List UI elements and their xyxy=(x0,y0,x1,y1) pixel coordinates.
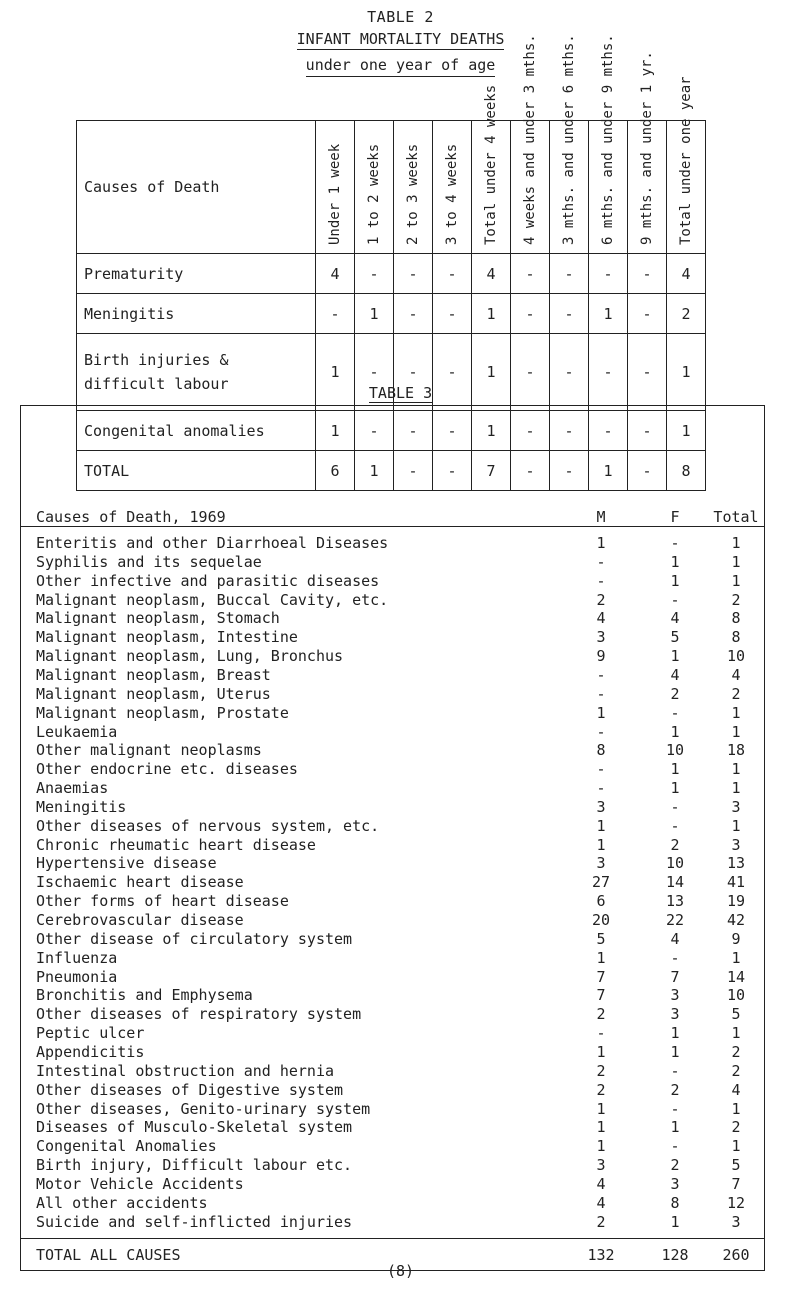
table3-total-cell: 1 xyxy=(731,948,741,967)
table2-value-cell: - xyxy=(550,411,589,451)
table3-cause-cell: Malignant neoplasm, Buccal Cavity, etc. xyxy=(36,590,389,609)
table3-m-cell: 7 xyxy=(596,967,606,986)
table3-f-cell: 1 xyxy=(670,1024,680,1043)
table2-value-cell: 4 xyxy=(472,254,511,294)
table2-value-cell: 1 xyxy=(472,334,511,411)
table3-total-cell: 2 xyxy=(731,1061,741,1080)
table3-row xyxy=(0,741,801,760)
table2-value-cell: - xyxy=(433,294,472,334)
table2-value-cell: - xyxy=(589,411,628,451)
table3-row xyxy=(0,553,801,572)
table3-f-cell: - xyxy=(670,703,680,722)
table3-total-cell: 1 xyxy=(731,534,741,552)
table2-value-cell: - xyxy=(628,254,667,294)
table3-m-cell: 20 xyxy=(591,911,611,929)
table3-header-f: F xyxy=(670,508,680,526)
table3-m-cell: - xyxy=(596,665,606,684)
table3-cause-cell: Other disease of circulatory system xyxy=(36,929,353,948)
table2-header-col: 3 mths. and under 6 mths. xyxy=(550,121,589,254)
table2-value-cell: 1 xyxy=(667,411,706,451)
table3-m-cell: 1 xyxy=(596,1118,606,1137)
table2-value-cell: - xyxy=(355,254,394,294)
table3-row xyxy=(0,1062,801,1081)
table2-value-cell: - xyxy=(511,294,550,334)
table3-f-cell: 4 xyxy=(670,609,680,628)
table2-caption: under one year of age xyxy=(0,56,801,74)
table3-total-cell: 1 xyxy=(731,1099,741,1118)
table3-cause-cell: Motor Vehicle Accidents xyxy=(36,1174,244,1193)
table3-header-m: M xyxy=(596,508,606,526)
table3-m-cell: 7 xyxy=(596,986,606,1005)
table2-value-cell: - xyxy=(628,334,667,411)
table2-value-cell: 1 xyxy=(589,294,628,334)
table2-value-cell: 4 xyxy=(667,254,706,294)
table3-row xyxy=(0,534,801,553)
table2-value-cell: 1 xyxy=(355,294,394,334)
table3-cause-cell: Malignant neoplasm, Breast xyxy=(36,665,271,684)
table2-value-cell: 1 xyxy=(589,451,628,491)
table3-cause-cell: Anaemias xyxy=(36,779,109,798)
table3-header-rule xyxy=(20,526,764,527)
table2-value-cell: - xyxy=(511,451,550,491)
table3-total-cell: 5 xyxy=(731,1005,741,1024)
table2-value-cell: - xyxy=(511,411,550,451)
table3-cause-cell: Malignant neoplasm, Stomach xyxy=(36,609,280,628)
table3-f-cell: 2 xyxy=(670,835,680,854)
table2-value-cell: - xyxy=(394,334,433,411)
table2-header-col: 9 mths. and under 1 yr. xyxy=(628,121,667,254)
table3-total-cell: 2 xyxy=(731,590,741,609)
table3-total-cell: 1 xyxy=(731,779,741,798)
table3-total-cell: 4 xyxy=(731,665,741,684)
table3-m-cell: - xyxy=(596,779,606,798)
table2-value-cell: - xyxy=(433,451,472,491)
table3-row xyxy=(0,591,801,610)
table2-value-cell: 2 xyxy=(667,294,706,334)
table3-m-cell: 1 xyxy=(596,948,606,967)
table2-cause-cell: Congenital anomalies xyxy=(77,411,316,451)
table3-total-cell: 1 xyxy=(731,816,741,835)
table3-f-cell: 1 xyxy=(670,1118,680,1137)
table2-header-col: 3 to 4 weeks xyxy=(433,121,472,254)
table3-total-cell: 1 xyxy=(731,571,741,590)
table3-total-cell: 1 xyxy=(731,760,741,779)
table3-row xyxy=(0,685,801,704)
table3-total-f: 128 xyxy=(661,1246,689,1264)
table3-total-cell: 10 xyxy=(726,647,746,666)
table3-row xyxy=(0,892,801,911)
table3-row xyxy=(0,817,801,836)
table2-header-col: Total under 4 weeks xyxy=(472,121,511,254)
table3-row xyxy=(0,798,801,817)
table2-value-cell: - xyxy=(511,334,550,411)
table3-total-cell: 4 xyxy=(731,1080,741,1099)
table2-value-cell: 6 xyxy=(316,451,355,491)
table3-row xyxy=(0,609,801,628)
table2-header-row xyxy=(77,121,706,254)
table3-f-cell: 3 xyxy=(670,986,680,1005)
table3-f-cell: 10 xyxy=(665,854,685,873)
table3-cause-cell: Peptic ulcer xyxy=(36,1024,145,1043)
table3-total-cell: 18 xyxy=(726,741,746,760)
table2-value-cell: 1 xyxy=(316,411,355,451)
table2-value-cell: - xyxy=(628,451,667,491)
table3-f-cell: 1 xyxy=(670,722,680,741)
table2-value-cell: - xyxy=(628,294,667,334)
table3-cause-cell: Congenital Anomalies xyxy=(36,1137,217,1156)
table3-total-cell: 14 xyxy=(726,967,746,986)
table3-cause-cell: Hypertensive disease xyxy=(36,854,217,873)
table3-m-cell: 5 xyxy=(596,929,606,948)
table2-value-cell: - xyxy=(511,254,550,294)
table3-f-cell: 4 xyxy=(670,929,680,948)
table3-f-cell: 1 xyxy=(670,647,680,666)
table3-row xyxy=(0,1156,801,1175)
table3-total-cell: 1 xyxy=(731,703,741,722)
table3-cause-cell: Intestinal obstruction and hernia xyxy=(36,1061,335,1080)
table2-value-cell: - xyxy=(550,451,589,491)
table3-row xyxy=(0,1005,801,1024)
table3-total-cell: 2 xyxy=(731,684,741,703)
table3-m-cell: 9 xyxy=(596,647,606,666)
table3-f-cell: - xyxy=(670,816,680,835)
table3-row xyxy=(0,1137,801,1156)
table3-total-cell: 2 xyxy=(731,1042,741,1061)
table3-m-cell: 27 xyxy=(591,873,611,892)
table3-total-cell: 5 xyxy=(731,1156,741,1175)
table3-f-cell: 2 xyxy=(670,1080,680,1099)
table3-cause-cell: Enteritis and other Diarrhoeal Diseases xyxy=(36,534,389,552)
table3-cause-cell: Malignant neoplasm, Uterus xyxy=(36,684,271,703)
table3-total-cell: 7 xyxy=(731,1174,741,1193)
table3-row xyxy=(0,572,801,591)
table3-row xyxy=(0,723,801,742)
table2-value-cell: - xyxy=(394,411,433,451)
table2-value-cell: - xyxy=(550,294,589,334)
table3-total-cell: 10 xyxy=(726,986,746,1005)
table3-m-cell: 2 xyxy=(596,1212,606,1231)
table3-f-cell: 1 xyxy=(670,1042,680,1061)
table2-title: TABLE 2 xyxy=(367,8,434,26)
table3-cause-cell: Suicide and self-inflicted injuries xyxy=(36,1212,353,1231)
table2-header-col: 6 mths. and under 9 mths. xyxy=(589,121,628,254)
table3-total-cell: 9 xyxy=(731,929,741,948)
table3-m-cell: 1 xyxy=(596,1042,606,1061)
table3-f-cell: 1 xyxy=(670,552,680,571)
table3-total-m: 132 xyxy=(587,1246,615,1264)
table3-m-cell: 3 xyxy=(596,797,606,816)
table3-header-total: Total xyxy=(713,508,759,526)
table3-m-cell: - xyxy=(596,571,606,590)
table2-row xyxy=(77,451,706,491)
table3-m-cell: 1 xyxy=(596,703,606,722)
table3-f-cell: 3 xyxy=(670,1005,680,1024)
table3-f-cell: 5 xyxy=(670,628,680,647)
table3-total-cell: 1 xyxy=(731,552,741,571)
table3-top-rule xyxy=(20,405,764,406)
table3-row xyxy=(0,986,801,1005)
table3-total-label: TOTAL ALL CAUSES xyxy=(36,1246,181,1264)
table3-f-cell: 1 xyxy=(670,571,680,590)
table2-cause-cell: Birth injuries & difficult labour xyxy=(77,334,316,411)
table2-value-cell: - xyxy=(394,254,433,294)
table3-row xyxy=(0,930,801,949)
table2-value-cell: - xyxy=(589,254,628,294)
table3-cause-cell: Other forms of heart disease xyxy=(36,892,289,911)
table3-row xyxy=(0,760,801,779)
table3-row xyxy=(0,1024,801,1043)
table3-cause-cell: Other diseases, Genito-urinary system xyxy=(36,1099,371,1118)
table3-row xyxy=(0,666,801,685)
table3-m-cell: - xyxy=(596,1024,606,1043)
table2-header-col: 2 to 3 weeks xyxy=(394,121,433,254)
table3-f-cell: 1 xyxy=(670,779,680,798)
table3-f-cell: 3 xyxy=(670,1174,680,1193)
table3-row xyxy=(0,1194,801,1213)
table3-cause-cell: Cerebrovascular disease xyxy=(36,911,244,929)
table3-m-cell: 8 xyxy=(596,741,606,760)
table3-cause-cell: Other endocrine etc. diseases xyxy=(36,760,298,779)
table3-row xyxy=(0,854,801,873)
table2-row xyxy=(77,254,706,294)
table3-f-cell: - xyxy=(670,1137,680,1156)
table3-header-cause: Causes of Death, 1969 xyxy=(36,508,226,526)
table2-header-col: 4 weeks and under 3 mths. xyxy=(511,121,550,254)
table3-f-cell: 14 xyxy=(665,873,685,892)
table2-value-cell: 1 xyxy=(667,334,706,411)
table3-cause-cell: Bronchitis and Emphysema xyxy=(36,986,253,1005)
table2-header-col: Total under one year xyxy=(667,121,706,254)
table2-value-cell: - xyxy=(394,451,433,491)
table3-total-cell: 3 xyxy=(731,1212,741,1231)
table2-value-cell: - xyxy=(589,334,628,411)
table3-m-cell: 4 xyxy=(596,1193,606,1212)
table3-m-cell: 3 xyxy=(596,1156,606,1175)
table3-f-cell: - xyxy=(670,1099,680,1118)
table3-m-cell: 1 xyxy=(596,816,606,835)
table3-cause-cell: Malignant neoplasm, Lung, Bronchus xyxy=(36,647,344,666)
table3-f-cell: 1 xyxy=(670,760,680,779)
table3-row xyxy=(0,1175,801,1194)
table3-total-t: 260 xyxy=(722,1246,750,1264)
table3-total-cell: 12 xyxy=(726,1193,746,1212)
table2-value-cell: - xyxy=(433,334,472,411)
table3-m-cell: - xyxy=(596,552,606,571)
table3-row xyxy=(0,1213,801,1232)
table3-m-cell: 1 xyxy=(596,835,606,854)
table3-f-cell: 1 xyxy=(670,1212,680,1231)
table3-f-cell: 2 xyxy=(670,1156,680,1175)
table2-value-cell: - xyxy=(433,254,472,294)
table2-value-cell: 8 xyxy=(667,451,706,491)
table3-m-cell: 6 xyxy=(596,892,606,911)
table3-cause-cell: Chronic rheumatic heart disease xyxy=(36,835,316,854)
table3-f-cell: 4 xyxy=(670,665,680,684)
table3-row xyxy=(0,873,801,892)
table2-value-cell: - xyxy=(394,294,433,334)
table3-total-cell: 3 xyxy=(731,835,741,854)
table3-row xyxy=(0,836,801,855)
table2-value-cell: - xyxy=(550,254,589,294)
table3-cause-cell: Birth injury, Difficult labour etc. xyxy=(36,1156,353,1175)
table2-value-cell: - xyxy=(550,334,589,411)
table2-value-cell: 1 xyxy=(472,294,511,334)
table3-cause-cell: Appendicitis xyxy=(36,1042,145,1061)
table3-title: TABLE 3 xyxy=(368,384,433,402)
table3-f-cell: 8 xyxy=(670,1193,680,1212)
table3-cause-cell: Ischaemic heart disease xyxy=(36,873,244,892)
table3-row xyxy=(0,628,801,647)
table3-cause-cell: Other diseases of respiratory system xyxy=(36,1005,362,1024)
table3-cause-cell: Malignant neoplasm, Intestine xyxy=(36,628,298,647)
table2-value-cell: 4 xyxy=(316,254,355,294)
table3-cause-cell: Malignant neoplasm, Prostate xyxy=(36,703,289,722)
table2-row xyxy=(77,411,706,451)
table3-m-cell: 4 xyxy=(596,609,606,628)
table3-cause-cell: Other infective and parasitic diseases xyxy=(36,571,380,590)
table3-cause-cell: Diseases of Musculo-Skeletal system xyxy=(36,1118,353,1137)
table2-value-cell: - xyxy=(628,411,667,451)
table3-total-cell: 1 xyxy=(731,1024,741,1043)
table2-cause-cell: Meningitis xyxy=(77,294,316,334)
table3-m-cell: 4 xyxy=(596,1174,606,1193)
table3-row xyxy=(0,1081,801,1100)
table2-value-cell: 7 xyxy=(472,451,511,491)
table2-header-col: 1 to 2 weeks xyxy=(355,121,394,254)
table3-cause-cell: Other diseases of Digestive system xyxy=(36,1080,344,1099)
table3-cause-cell: Leukaemia xyxy=(36,722,118,741)
table3-m-cell: 3 xyxy=(596,628,606,647)
table2-cause-cell: TOTAL xyxy=(77,451,316,491)
table3-m-cell: - xyxy=(596,722,606,741)
table3-total-cell: 8 xyxy=(731,609,741,628)
table3-cause-cell: All other accidents xyxy=(36,1193,208,1212)
table3-f-cell: 22 xyxy=(665,911,685,929)
table3-f-cell: - xyxy=(670,1061,680,1080)
table3-m-cell: 1 xyxy=(596,534,606,552)
table3-cause-cell: Syphilis and its sequelae xyxy=(36,552,262,571)
table3-m-cell: 2 xyxy=(596,1080,606,1099)
table2-value-cell: 1 xyxy=(316,334,355,411)
table3-row xyxy=(0,1100,801,1119)
table3-m-cell: 1 xyxy=(596,1099,606,1118)
table3-cause-cell: Other malignant neoplasms xyxy=(36,741,262,760)
table3-row xyxy=(0,1043,801,1062)
table3-total-rule xyxy=(20,1238,764,1239)
table2-value-cell: 1 xyxy=(472,411,511,451)
table3-total-cell: 41 xyxy=(726,873,746,892)
table3-m-cell: - xyxy=(596,760,606,779)
table3-total-cell: 2 xyxy=(731,1118,741,1137)
table2-subtitle: INFANT MORTALITY DEATHS xyxy=(296,30,505,48)
table3-f-cell: - xyxy=(670,590,680,609)
table3-f-cell: - xyxy=(670,797,680,816)
table3-f-cell: - xyxy=(670,534,680,552)
table2-header-cause: Causes of Death xyxy=(77,121,316,254)
table2-value-cell: - xyxy=(433,411,472,451)
table3-m-cell: 2 xyxy=(596,1061,606,1080)
table3-total-cell: 42 xyxy=(726,911,746,929)
table3-row xyxy=(0,911,801,930)
table2-value-cell: - xyxy=(355,411,394,451)
table3-f-cell: 7 xyxy=(670,967,680,986)
table2-value-cell: 1 xyxy=(355,451,394,491)
table3-f-cell: 10 xyxy=(665,741,685,760)
table3-total-cell: 13 xyxy=(726,854,746,873)
table2-value-cell: - xyxy=(316,294,355,334)
table3-m-cell: 2 xyxy=(596,590,606,609)
table3-cause-cell: Other diseases of nervous system, etc. xyxy=(36,816,380,835)
table3-cause-cell: Meningitis xyxy=(36,797,127,816)
table2-value-cell: - xyxy=(355,334,394,411)
table3-total-cell: 19 xyxy=(726,892,746,911)
table3-f-cell: 13 xyxy=(665,892,685,911)
table3-total-cell: 1 xyxy=(731,722,741,741)
table2-header-col: Under 1 week xyxy=(316,121,355,254)
table3-m-cell: 2 xyxy=(596,1005,606,1024)
table3-row xyxy=(0,779,801,798)
table3-m-cell: 3 xyxy=(596,854,606,873)
table3-f-cell: - xyxy=(670,948,680,967)
table3-row xyxy=(0,647,801,666)
table3-row xyxy=(0,1118,801,1137)
page-number: (8) xyxy=(386,1262,415,1280)
table3-cause-cell: Influenza xyxy=(36,948,118,967)
table3-row xyxy=(0,704,801,723)
table3-row xyxy=(0,968,801,987)
table3-total-cell: 8 xyxy=(731,628,741,647)
table3-row xyxy=(0,949,801,968)
table2-row xyxy=(77,294,706,334)
table3-cause-cell: Pneumonia xyxy=(36,967,118,986)
table3-total-cell: 1 xyxy=(731,1137,741,1156)
table2-cause-cell: Prematurity xyxy=(77,254,316,294)
table3-total-cell: 3 xyxy=(731,797,741,816)
table3-m-cell: 1 xyxy=(596,1137,606,1156)
table3-m-cell: - xyxy=(596,684,606,703)
table3-f-cell: 2 xyxy=(670,684,680,703)
